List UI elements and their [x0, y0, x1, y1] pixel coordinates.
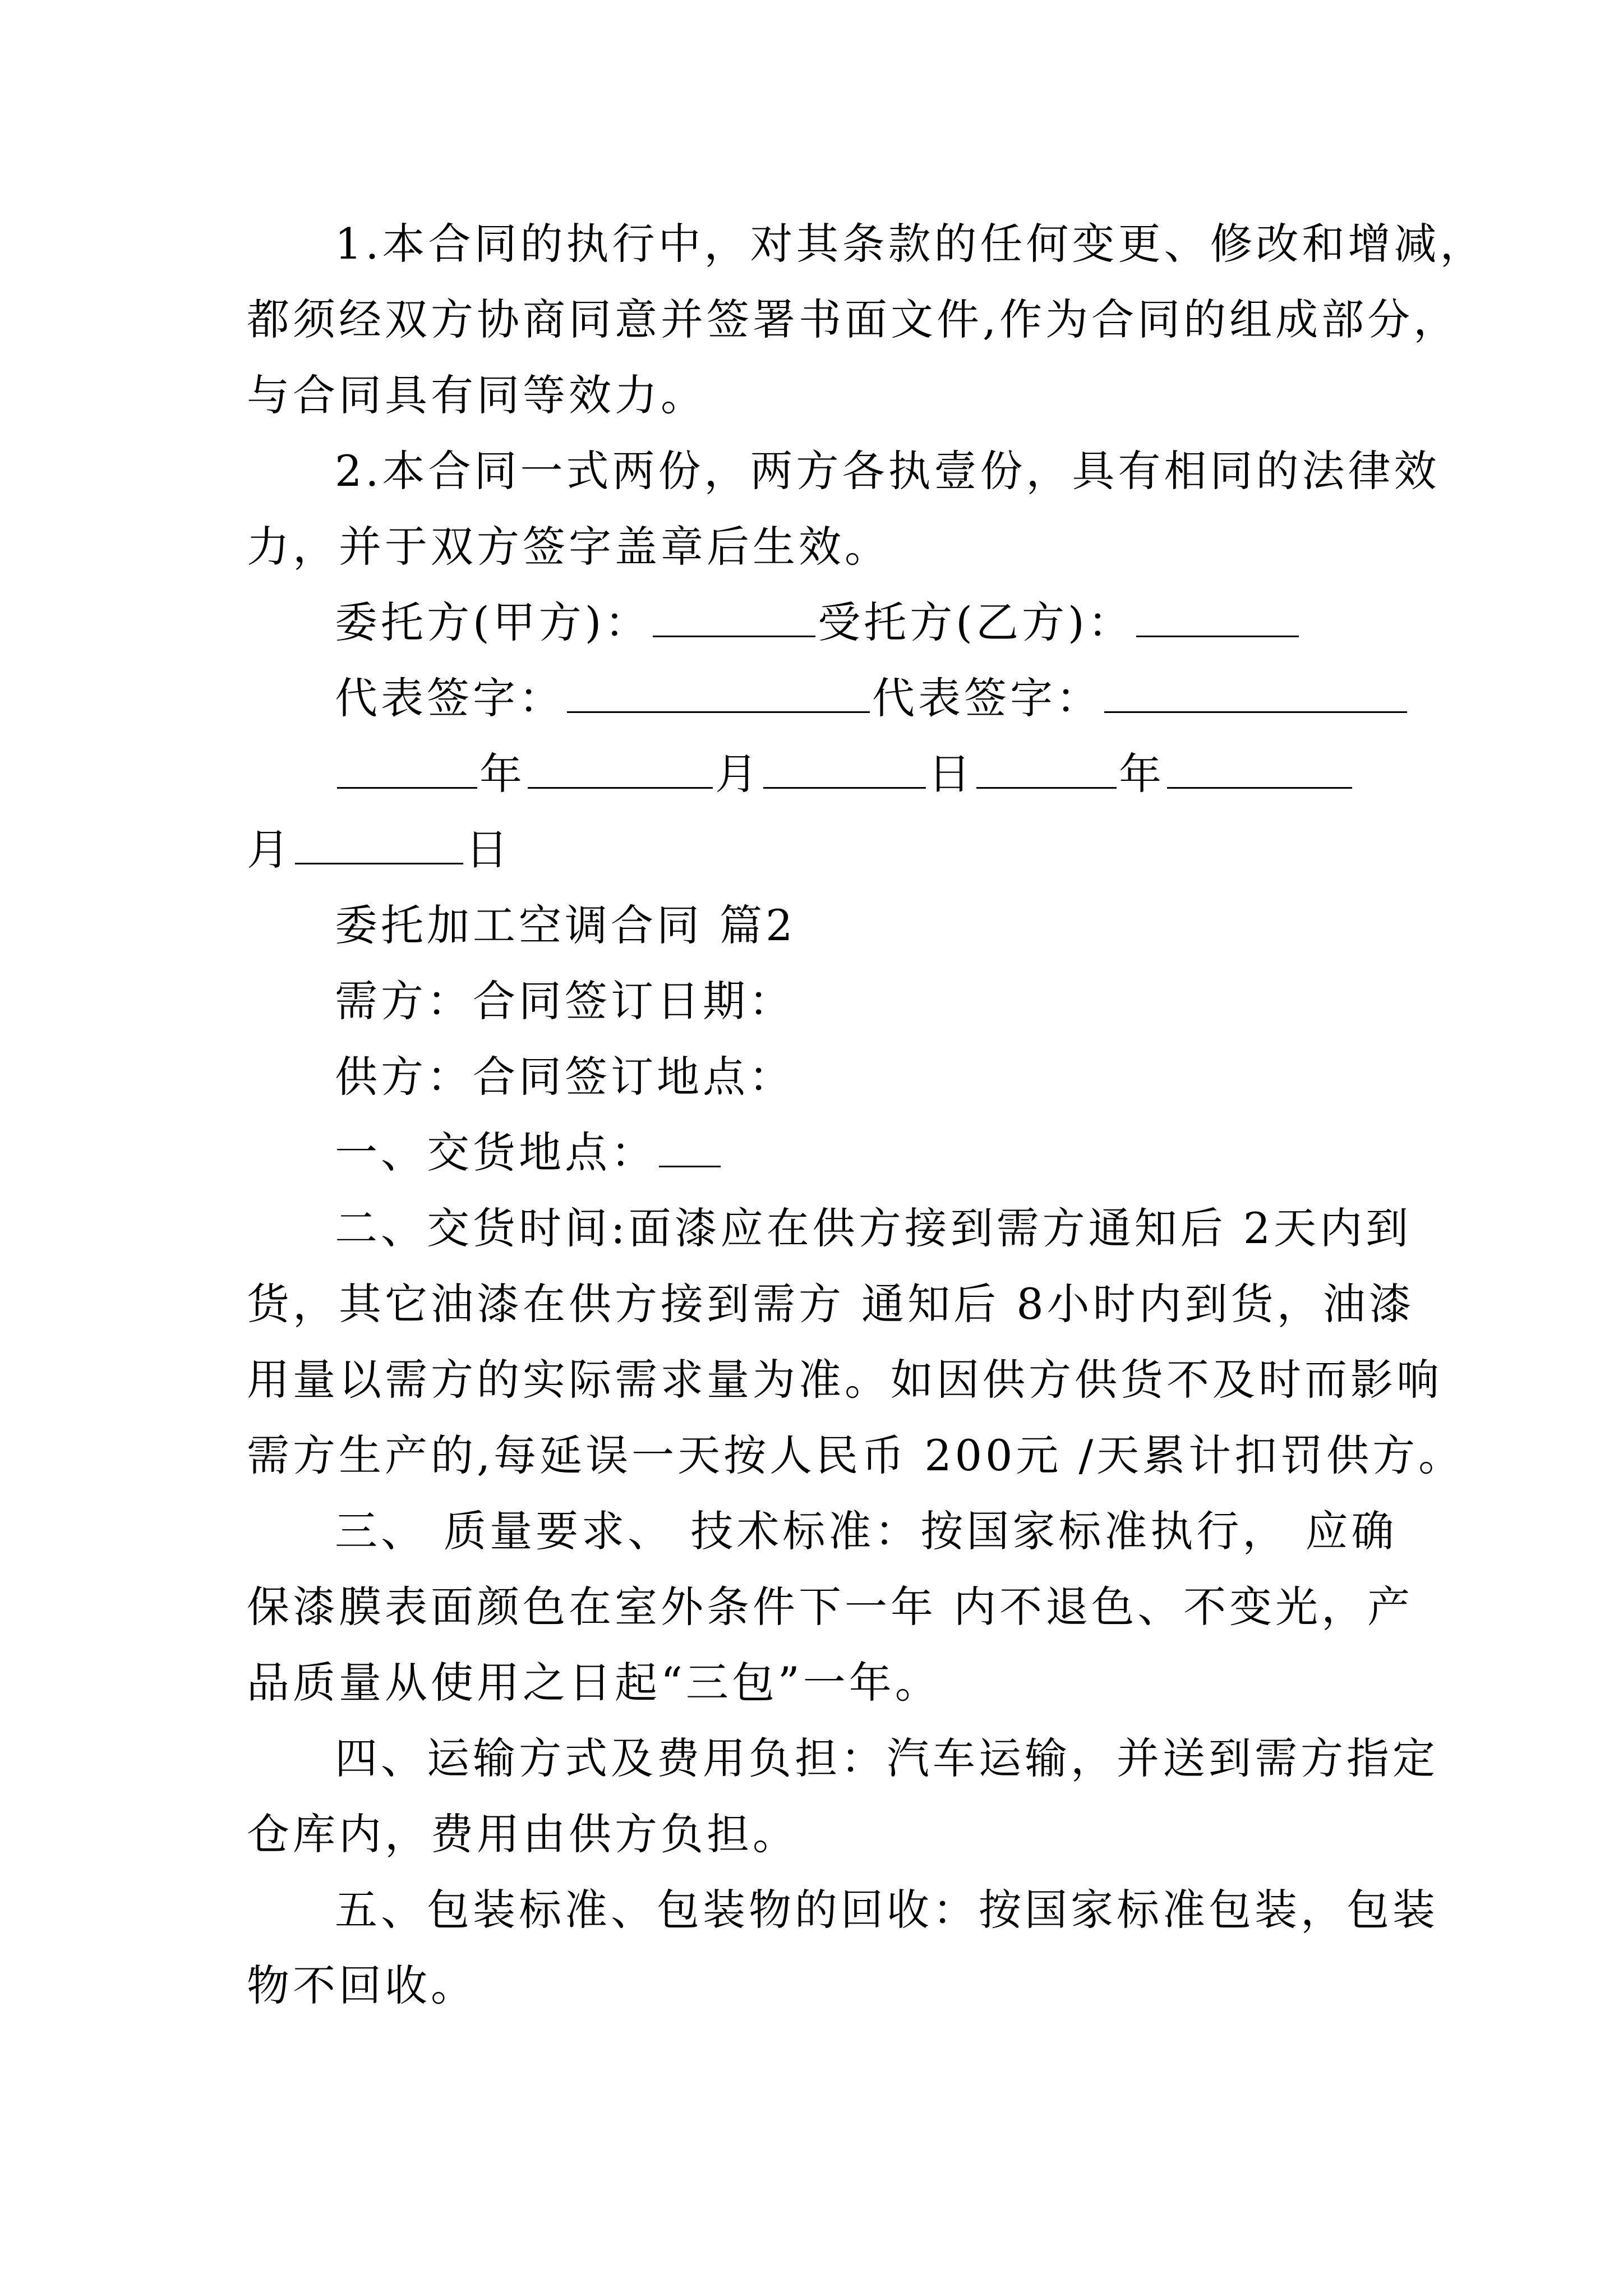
demander-line: 需方：合同签订日期：: [335, 976, 795, 1026]
entrusting-party-label: 委托方(甲方)：: [335, 597, 651, 647]
item-5-line-1: 五、包装标准、包装物的回收：按国家标准包装，包装: [335, 1885, 1438, 1935]
date-row-1: [335, 746, 1354, 802]
party-row: [335, 595, 1301, 651]
item-3-line-1: 三、 质量要求、 技术标准：按国家标准执行， 应确: [335, 1506, 1398, 1556]
delivery-location-blank: [659, 1128, 721, 1167]
entrusting-party-blank: [653, 597, 815, 637]
rep-sign-b-blank: [1104, 673, 1407, 713]
delivery-location-label: 一、交货地点：: [335, 1128, 657, 1177]
month-b-label: 月: [247, 825, 293, 875]
item-4-line-1: 四、运输方式及费用负担：汽车运输，并送到需方指定: [335, 1733, 1438, 1783]
rep-sign-a-label: 代表签字：: [335, 673, 565, 723]
month-a-blank: [528, 749, 713, 789]
clause-1-line-1: 1.本合同的执行中，对其条款的任何变更、修改和增减，: [335, 219, 1486, 269]
entrusted-party-blank: [1136, 597, 1299, 637]
entrusted-party-label: 受托方(乙方)：: [818, 597, 1134, 647]
item-2-line-2: 货，其它油漆在供方接到需方 通知后 8小时内到货，油漆: [247, 1279, 1415, 1329]
rep-sign-b-label: 代表签字：: [872, 673, 1102, 723]
item-4-line-2: 仓库内，费用由供方负担。: [247, 1809, 799, 1859]
year-a-blank: [337, 749, 477, 789]
delivery-location-line: [335, 1125, 723, 1181]
year-a-label: 年: [479, 749, 525, 799]
rep-sign-row: [335, 670, 1409, 726]
month-b-blank-start: [1167, 749, 1352, 789]
item-2-line-3: 用量以需方的实际需求量为准。如因供方供货不及时而影响: [247, 1355, 1442, 1405]
year-b-label: 年: [1119, 749, 1165, 799]
section-title: 委托加工空调合同 篇2: [335, 900, 796, 950]
item-3-line-2: 保漆膜表面颜色在室外条件下一年 内不退色、不变光，产: [247, 1582, 1414, 1632]
day-b-label: 日: [465, 825, 511, 875]
clause-2-line-2: 力，并于双方签字盖章后生效。: [247, 522, 891, 572]
day-a-label: 日: [928, 749, 974, 799]
year-b-blank: [976, 749, 1117, 789]
month-a-label: 月: [715, 749, 761, 799]
date-row-2: [247, 822, 1380, 878]
supplier-line: 供方：合同签订地点：: [335, 1052, 795, 1102]
day-a-blank: [763, 749, 926, 789]
rep-sign-a-blank: [567, 673, 870, 713]
clause-2-line-1: 2.本合同一式两份，两方各执壹份，具有相同的法律效: [335, 446, 1440, 496]
item-3-line-3: 品质量从使用之日起“三包”一年。: [247, 1658, 941, 1708]
item-5-line-2: 物不回收。: [247, 1961, 477, 2010]
item-2-line-1: 二、交货时间:面漆应在供方接到需方通知后 2天内到: [335, 1203, 1412, 1253]
clause-1-line-2: 都须经双方协商同意并签署书面文件,作为合同的组成部分，: [247, 295, 1460, 344]
clause-1-line-3: 与合同具有同等效力。: [247, 370, 707, 420]
item-2-line-4: 需方生产的,每延误一天按人民币 200元 /天累计扣罚供方。: [247, 1430, 1465, 1480]
day-b-blank: [295, 825, 463, 864]
